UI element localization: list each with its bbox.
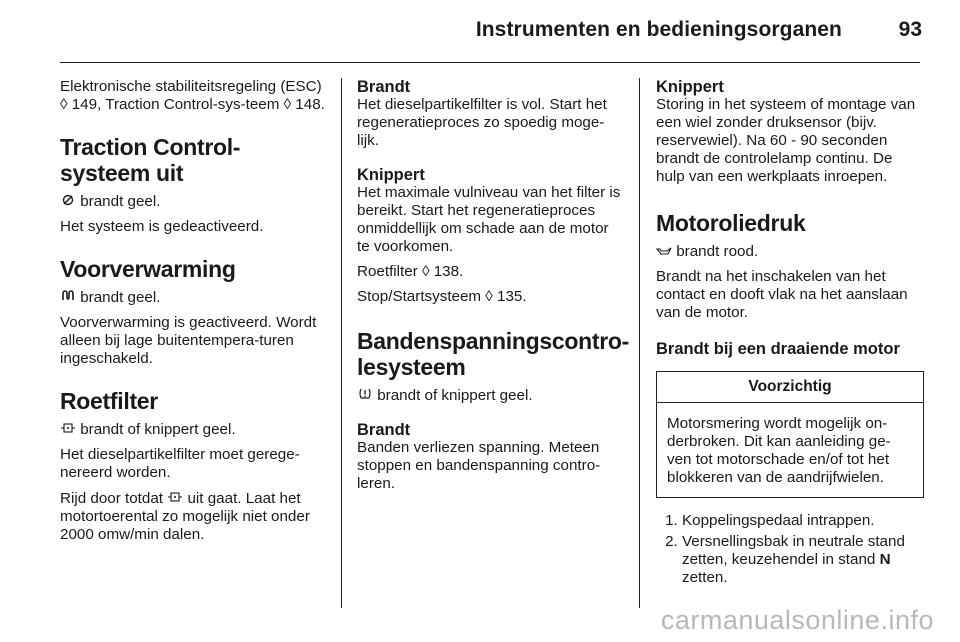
preheat-status-text: brandt geel. xyxy=(80,289,161,306)
step-2-tail: zetten. xyxy=(682,569,728,586)
traction-control-status xyxy=(60,192,330,211)
ref-stop-start: Stop/Startsysteem ◊ 135. xyxy=(357,288,527,305)
soot-filter-instruction xyxy=(60,489,330,544)
knippert-text-2: Storing in het systeem of montage van een wiel zonder druksensor (bijv. reservewiel). Na 60 - 90 seconden brandt de controlelamp continu. De hulp van een werkplaats inroepen. xyxy=(656,96,916,185)
traction-control-heading: Traction Control-systeem uit xyxy=(60,134,241,186)
tyre-brandt-heading: Brandt xyxy=(357,421,411,439)
knippert-text: Het maximale vulniveau van het filter is bereikt. Start het regeneratieproces onmiddellijk om schade aan de motor te voorkomen. xyxy=(357,184,621,255)
tyre-brandt-text: Banden verliezen spanning. Meteen stoppen en bandenspanning contro-leren. xyxy=(357,439,601,492)
step-2-text: Versnellingsbak in neutrale stand zetten, keuzehendel in stand xyxy=(682,533,905,568)
soot-filter-icon xyxy=(167,489,183,507)
knippert-heading-2: Knippert xyxy=(656,78,724,96)
oil-pressure-status-text: brandt rood. xyxy=(676,243,759,260)
oil-pressure-desc: Brandt na het inschakelen van het contact en dooft vlak na het aanslaan van de motor. xyxy=(656,268,908,321)
header-title: Instrumenten en bedieningsorganen xyxy=(475,18,842,41)
column-divider-2 xyxy=(639,78,640,608)
preheat-status xyxy=(60,288,330,307)
knippert-heading: Knippert xyxy=(357,166,425,184)
tyre-pressure-icon xyxy=(357,386,373,404)
caution-box xyxy=(656,371,924,498)
tyre-pressure-heading: Bandenspanningscontro-lesysteem xyxy=(357,328,629,380)
steps-list xyxy=(656,512,924,587)
brandt-heading: Brandt xyxy=(357,78,411,96)
column-1 xyxy=(60,78,330,551)
watermark: carmanualsonline.info xyxy=(660,605,934,635)
tyre-pressure-status xyxy=(357,386,625,405)
preheat-heading: Voorverwarming xyxy=(60,256,236,282)
list-item xyxy=(682,533,924,587)
tyre-pressure-status-text: brandt of knippert geel. xyxy=(377,387,533,404)
preheat-coil-icon xyxy=(60,288,76,306)
intro-text: Elektronische stabiliteitsregeling (ESC) ◊ 149, Traction Control-sys-teem ◊ 148. xyxy=(60,78,325,113)
page-number: 93 xyxy=(898,18,922,41)
caution-text: Motorsmering wordt mogelijk on-derbroken. Dit kan aanleiding ge-ven tot motorschade en/of tot het blokkeren van de aandrijfwielen. xyxy=(667,415,891,486)
brandt-text: Het dieselpartikelfilter is vol. Start het regeneratieproces zo spoedig moge-lijk. xyxy=(357,96,607,149)
soot-filter-heading: Roetfilter xyxy=(60,388,158,414)
ref-soot-filter: Roetfilter ◊ 138. xyxy=(357,263,464,280)
column-3 xyxy=(656,78,924,590)
oil-pressure-heading: Motoroliedruk xyxy=(656,210,806,236)
running-engine-heading: Brandt bij een draaiende motor xyxy=(656,340,900,358)
traction-control-desc: Het systeem is gedeactiveerd. xyxy=(60,218,264,235)
soot-filter-instruction-b: uit gaat. Laat het motortoerental zo mogelijk niet onder 2000 omw/min dalen. xyxy=(60,490,310,543)
soot-filter-icon xyxy=(60,420,76,438)
caution-title: Voorzichtig xyxy=(657,372,923,403)
oil-pressure-status xyxy=(656,242,924,261)
header-rule xyxy=(60,62,920,63)
soot-filter-status-text: brandt of knippert geel. xyxy=(80,421,236,438)
soot-filter-instruction-a: Rijd door totdat xyxy=(60,490,163,507)
traction-control-status-text: brandt geel. xyxy=(80,193,161,210)
list-item: 1. Koppelingspedaal intrappen. xyxy=(682,512,924,530)
soot-filter-desc: Het dieselpartikelfilter moet gerege-nereerd worden. xyxy=(60,446,300,481)
preheat-desc: Voorverwarming is geactiveerd. Wordt alleen bij lage buitentempera-turen ingeschakeld. xyxy=(60,314,317,367)
traction-control-off-icon xyxy=(60,192,76,210)
oil-can-icon xyxy=(656,242,672,260)
soot-filter-status xyxy=(60,420,330,439)
column-divider-1 xyxy=(341,78,342,608)
step-2-gear: N xyxy=(879,551,891,568)
column-2 xyxy=(357,78,629,500)
